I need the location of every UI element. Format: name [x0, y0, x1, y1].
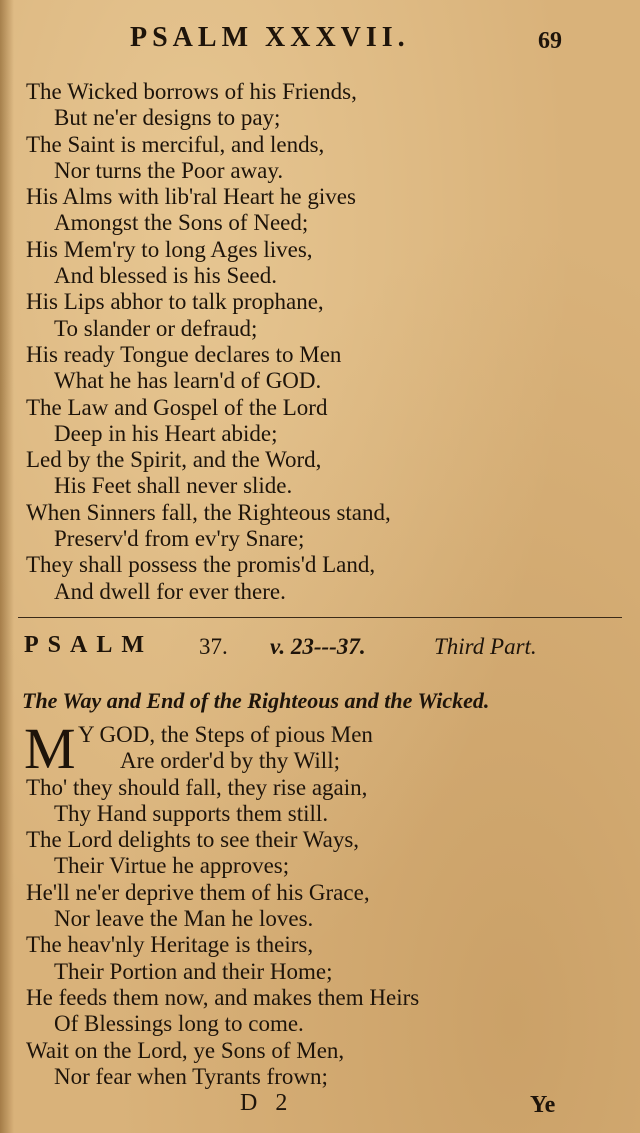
stanza-psalm-37-third-part: [24, 716, 626, 1090]
verse-line: His ready Tongue declares to Men: [26, 341, 342, 367]
verse-line: Deep in his Heart abide;: [54, 420, 278, 446]
verse-line: To slander or defraud;: [54, 315, 258, 341]
verse-line: Led by the Spirit, and the Word,: [26, 447, 322, 473]
verse-line: His Mem'ry to long Ages lives,: [26, 236, 313, 262]
verse-line: And dwell for ever there.: [54, 578, 286, 604]
verse-line: The Law and Gospel of the Lord: [26, 394, 328, 420]
psalm-heading-verses: v. 23---37.: [270, 634, 366, 659]
page-header: [0, 22, 640, 58]
verse-line: But ne'er designs to pay;: [54, 105, 281, 131]
psalm-heading-part: Third Part.: [434, 634, 537, 659]
page-number: 69: [538, 28, 562, 54]
verse-line: And blessed is his Seed.: [54, 263, 277, 289]
verse-line: Wait on the Lord, ye Sons of Men,: [26, 1037, 345, 1063]
section-divider: [18, 617, 622, 618]
verse-line: His Feet shall never slide.: [54, 473, 293, 499]
verse-line: He'll ne'er deprive them of his Grace,: [26, 879, 370, 905]
verse-line: Nor fear when Tyrants frown;: [54, 1063, 328, 1089]
verse-line: Tho' they should fall, they rise again,: [26, 774, 368, 800]
verse-line: When Sinners fall, the Righteous stand,: [26, 499, 391, 525]
verse-line: Their Portion and their Home;: [54, 958, 333, 984]
verse-line-first: Y GOD, the Steps of pious Men: [78, 722, 373, 747]
psalm-subtitle: The Way and End of the Righteous and the Wicked.: [22, 688, 490, 713]
verse-line: His Alms with lib'ral Heart he gives: [26, 184, 356, 210]
verse-line: He feeds them now, and makes them Heirs: [26, 984, 420, 1010]
verse-line: Nor turns the Poor away.: [54, 157, 284, 183]
verse-line: His Lips abhor to talk prophane,: [26, 289, 324, 315]
page-footer: [0, 1090, 640, 1130]
catchword: Ye: [530, 1092, 556, 1118]
verse-line: The Lord delights to see their Ways,: [26, 827, 360, 853]
stanza-psalm-37-second-part: [26, 79, 626, 605]
running-title: PSALM XXXVII.: [130, 22, 410, 53]
verse-line: They shall possess the promis'd Land,: [26, 552, 376, 578]
drop-cap: M: [24, 716, 76, 781]
page-gutter-shadow: [0, 0, 14, 1133]
verse-line: Nor leave the Man he loves.: [54, 906, 314, 932]
verse-line: Their Virtue he approves;: [54, 853, 290, 879]
verse-line: The Saint is merciful, and lends,: [26, 131, 325, 157]
verse-line: The heav'nly Heritage is theirs,: [26, 932, 314, 958]
verse-line: Preserv'd from ev'ry Snare;: [54, 526, 305, 552]
verse-line: Are order'd by thy Will;: [120, 748, 340, 774]
verse-line: Amongst the Sons of Need;: [54, 210, 309, 236]
psalm-heading-number: 37.: [199, 634, 228, 659]
verse-line: Thy Hand supports them still.: [54, 800, 329, 826]
psalm-heading-word: PSALM: [24, 632, 153, 658]
verse-line: What he has learn'd of GOD.: [54, 368, 322, 394]
psalm-heading: [24, 632, 624, 666]
signature-mark: D 2: [240, 1090, 294, 1116]
verse-line: The Wicked borrows of his Friends,: [26, 79, 357, 104]
verse-line: Of Blessings long to come.: [54, 1011, 304, 1037]
